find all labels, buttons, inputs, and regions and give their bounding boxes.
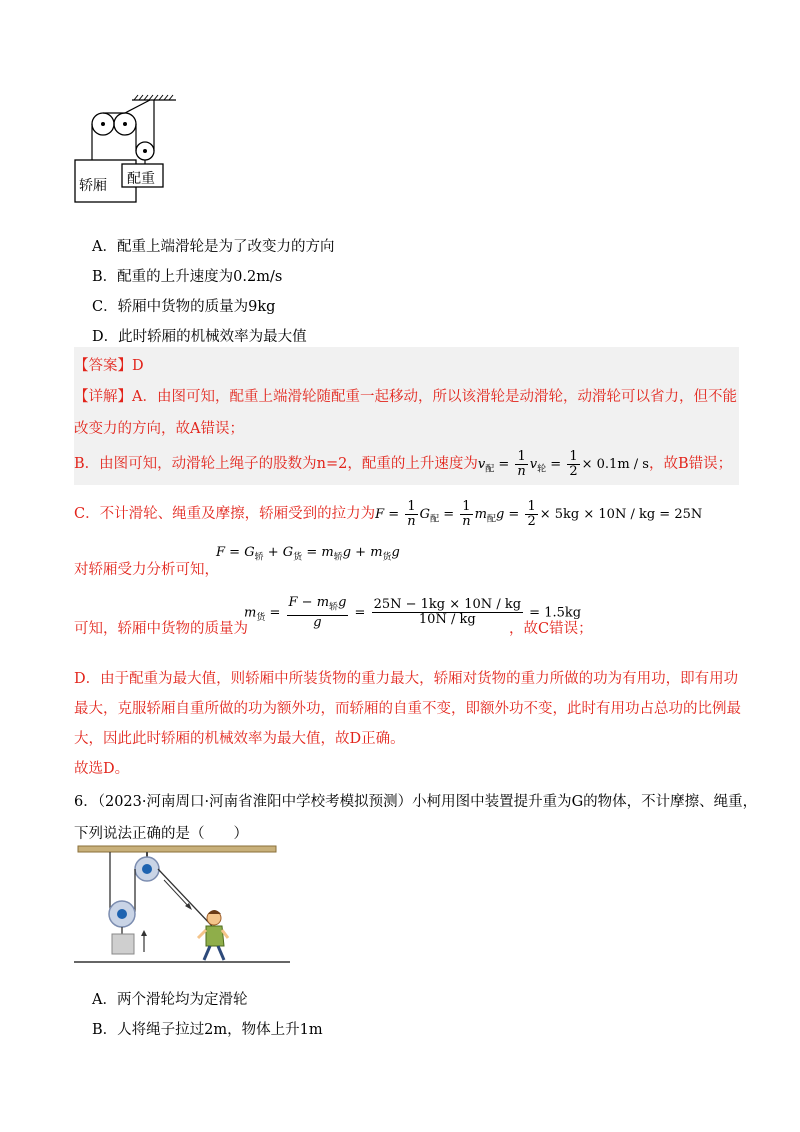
option-c: C．轿厢中货物的质量为9kg (92, 299, 276, 315)
detail-c-line3-tail: ，故C错误； (509, 621, 593, 637)
option-a: A．配重上端滑轮是为了改变力的方向 (92, 239, 335, 255)
option-d: D．此时轿厢的机械效率为最大值 (92, 329, 307, 345)
detail-d-line3: 大，因此此时轿厢的机械效率为最大值，故D正确。 (74, 731, 405, 747)
detail-b-tail: ，故B错误； (648, 456, 733, 472)
detail-c-line2: 对轿厢受力分析可知， (74, 562, 219, 578)
q6-option-b: B．人将绳子拉过2m，物体上升1m (92, 1022, 323, 1038)
detail-d-line2: 最大，克服轿厢自重所做的功为额外功，而轿厢的自重不变，即额外功不变，此时有用功占总功的比例最 (74, 701, 741, 717)
answer-tag: 【答案】 (74, 358, 132, 374)
formula-c-force: F = $\frac{1}{n}$ $G_配$ = $\frac{1}{n}$ $m_配g$ = $\frac{1}{2}$ × 5kg × 10N / kg = 25N (375, 499, 703, 529)
option-b: B．配重的上升速度为0.2m/s (92, 269, 283, 285)
person-pulley-diagram (72, 842, 292, 966)
detail-tag: 【详解】 (74, 389, 132, 405)
formula-c-mass: $m_货$ = $\frac{F - m_轿g}{g}$ = $\frac{25N - 1kg \times 10N / kg}{10N / kg}$ = 1.5kg (244, 595, 582, 630)
answer-line (74, 354, 144, 375)
car-label: 轿厢 (79, 178, 107, 194)
detail-c-text: C．不计滑轮、绳重及摩擦，轿厢受到的拉力为 (74, 506, 376, 522)
question6-line2: 下列说法正确的是（ ） (74, 826, 248, 842)
detail-b-text: B．由图可知，动滑轮上绳子的股数为n=2，配重的上升速度为 (74, 456, 478, 472)
detail-c-line3: 可知，轿厢中货物的质量为 (74, 621, 248, 637)
answer-value: D (132, 358, 144, 374)
detail-a-line1 (74, 385, 737, 406)
formula-c-balance: $F = G_轿 + G_货 = m_轿g + m_货g$ (216, 545, 400, 563)
detail-a-line2: 改变力的方向，故A错误； (74, 421, 244, 437)
detail-d-line1: D．由于配重为最大值，则轿厢中所装货物的重力最大，轿厢对货物的重力所做的功为有用功，即有用功 (74, 671, 739, 687)
detail-a-text1: A．由图可知，配重上端滑轮随配重一起移动，所以该滑轮是动滑轮，动滑轮可以省力，但不能 (132, 389, 737, 405)
formula-b-velocity: $v_配$ = $\frac{1}{n}$ $v_轮$ = $\frac{1}{2}$ × 0.1m / s (477, 449, 649, 479)
detail-b-line (74, 450, 732, 479)
counterweight-label: 配重 (127, 171, 155, 187)
conclusion: 故选D。 (74, 761, 130, 777)
question6-line1: 6．（2023·河南周口·河南省淮阳中学校考模拟预测）小柯用图中装置提升重为G的物体，不计摩擦、绳重， (74, 794, 758, 810)
q6-option-a: A．两个滑轮均为定滑轮 (92, 992, 248, 1008)
detail-c-line1 (74, 500, 702, 529)
